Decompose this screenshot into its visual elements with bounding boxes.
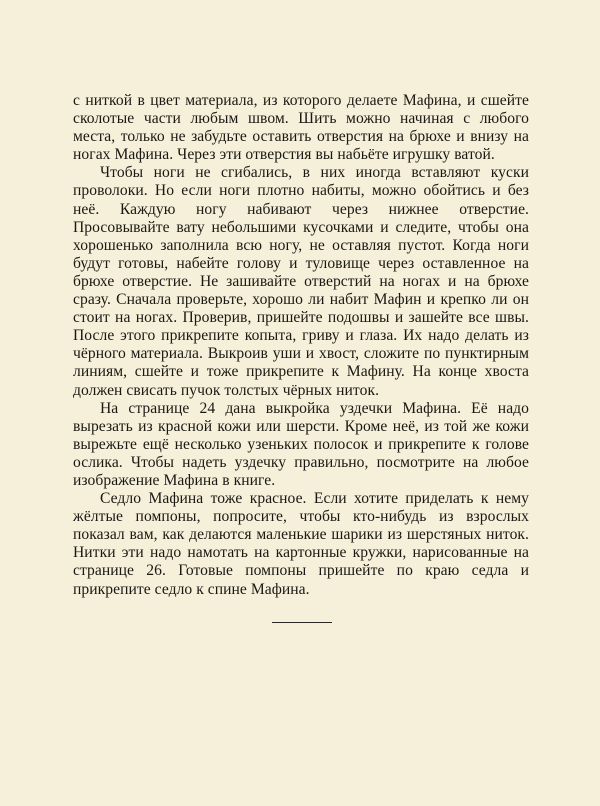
paragraph-continuation: с ниткой в цвет материала, из которого делаете Мафина, и сшейте сколотые части любым швом. Шить можно начиная с любого места, только не забудьте оставить отверстия на брюхе и внизу на ногах Мафина. Через эти отверстия вы набьёте игрушку ватой. bbox=[73, 92, 529, 164]
paragraph-bridle: На странице 24 дана выкройка уздечки Мафина. Её надо вырезать из красной кожи или шерсти. Кроме неё, из той же кожи вырежьте ещё несколько узеньких полосок и прикрепите к голове ослика. Чтобы надеть уздечку правильно, посмотрите на любое изображение Мафина в книге. bbox=[73, 399, 529, 489]
section-divider-line bbox=[272, 622, 332, 623]
paragraph-saddle: Седло Мафина тоже красное. Если хотите приделать к нему жёлтые помпоны, попросите, чтобы кто-нибудь из взрослых показал вам, как делаются маленькие шарики из шерстяных ниток. Нитки эти надо намотать на картонные кружки, нарисованные на странице 26. Готовые помпоны пришейте по краю седла и прикрепите седло к спине Мафина. bbox=[73, 490, 529, 598]
paragraph-stuffing-legs: Чтобы ноги не сгибались, в них иногда вставляют куски проволоки. Но если ноги плотно набиты, можно обойтись и без неё. Каждую ногу набивают через нижнее отверстие. Просовывайте вату небольшими кусочками и следите, чтобы она хорошенько заполнила всю ногу, не оставляя пустот. Когда ноги будут готовы, набейте голову и туловище через оставленное на брюхе отверстие. Не зашивайте отверстий на ногах и на брюхе сразу. Сначала проверьте, хорошо ли набит Мафин и крепко ли он стоит на ногах. Проверив, пришейте подошвы и зашейте все швы. После этого прикрепите копыта, гриву и глаза. Их надо делать из чёрного материала. Выкроив уши и хвост, сложите по пунктирным линиям, сшейте и тоже прикрепите к Мафину. На конце хвоста должен свисать пучок толстых чёрных ниток. bbox=[73, 164, 529, 399]
body-text bbox=[73, 92, 529, 599]
